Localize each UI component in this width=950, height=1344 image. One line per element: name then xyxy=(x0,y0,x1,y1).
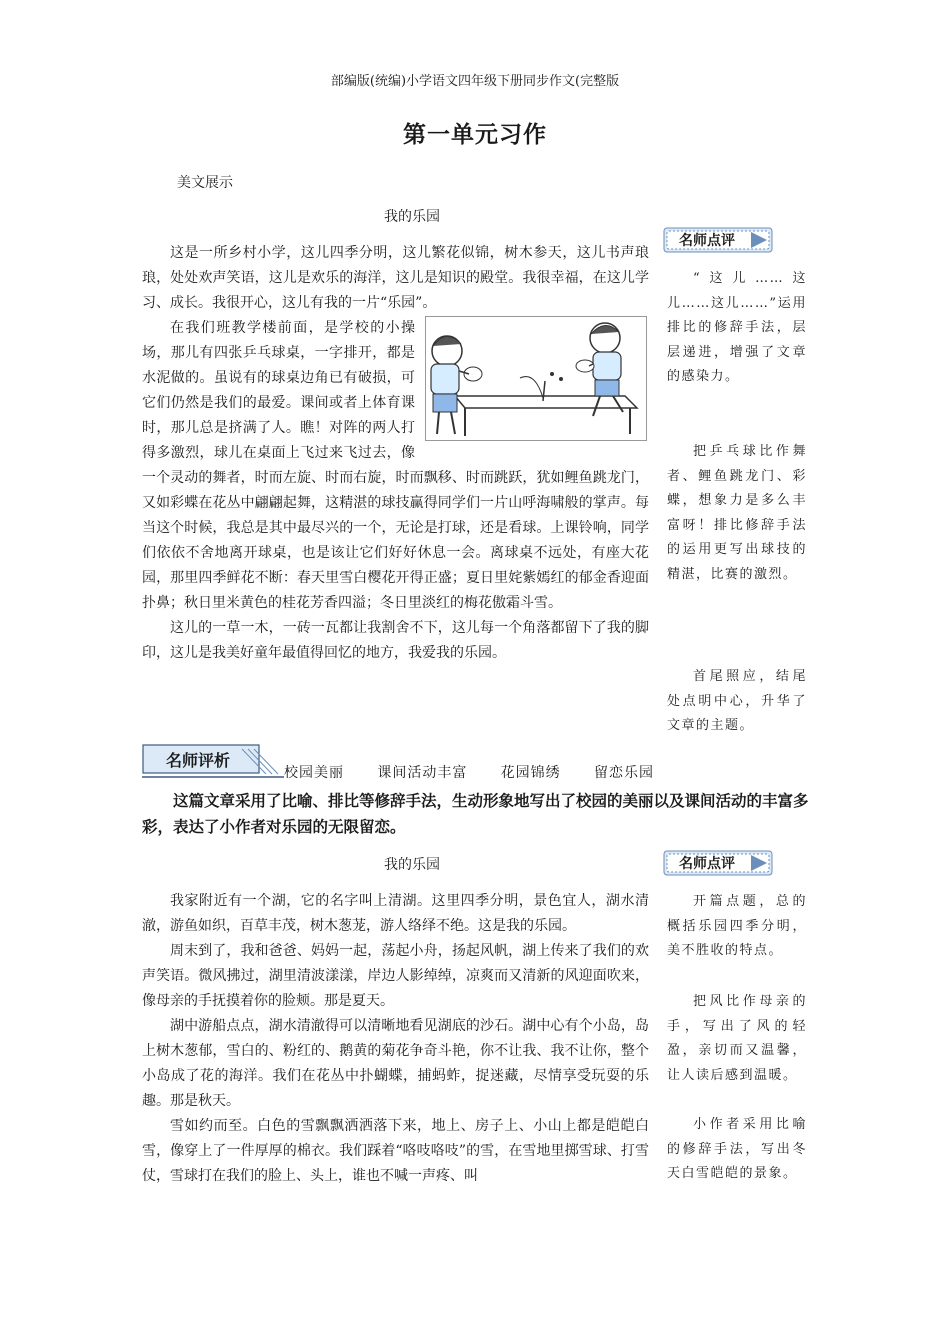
teacher-comment-badge xyxy=(663,227,773,253)
remark-text: 开篇点题，总的概括乐园四季分明，美不胜收的特点。 xyxy=(667,894,807,958)
analysis-summary xyxy=(142,788,822,840)
essay-2-paragraph-4: 雪如约而至。白色的雪飘飘洒洒落下来，地上、房子上、小山上都是皑皑白雪，像穿上了一件厚厚的棉衣。我们踩着“咯吱咯吱”的雪，在雪地里掷雪球、打雪仗，雪球打在我们的脸上、头上，谁也不喊一声疼、叫 xyxy=(142,1118,649,1184)
remark-text: “这儿……这儿……这儿……”运用排比的修辞手法，层层递进，增强了文章的感染力。 xyxy=(667,271,807,384)
essay-1-paragraph-1: 这是一所乡村小学，这儿四季分明，这儿繁花似锦，树木参天，这儿书声琅琅，处处欢声笑语，这儿是欢乐的海洋，这儿是知识的殿堂。我很幸福，在这儿学习、成长。我很开心，这儿有我的一片“乐园”。 xyxy=(142,245,649,311)
essay-2-body xyxy=(142,889,649,1189)
essay-2-remark-3 xyxy=(667,1113,807,1187)
essay-2-title: 我的乐园 xyxy=(384,857,440,873)
section-label: 美文展示 xyxy=(177,175,233,191)
badge-label: 名师点评 xyxy=(679,233,735,249)
essay-1-paragraph-3: 这儿的一草一木，一砖一瓦都让我割舍不下，这儿每一个角落都留下了我的脚印，这儿是我美好童年最值得回忆的地方，我爱我的乐园。 xyxy=(142,620,649,661)
essay-1-remark-1 xyxy=(667,267,807,390)
document-header: 部编版(统编)小学语文四年级下册同步作文(完整版 xyxy=(330,74,620,89)
remark-text: 把乒乓球比作舞者、鲤鱼跳龙门、彩蝶，想象力是多么丰富呀！排比修辞手法的运用更写出球技的精湛，比赛的激烈。 xyxy=(667,444,807,582)
keyword: 留恋乐园 xyxy=(593,765,654,781)
essay-2-remark-1 xyxy=(667,890,807,964)
remark-text: 把风比作母亲的手，写出了风的轻盈，亲切而又温馨，让人读后感到温暖。 xyxy=(667,994,807,1083)
essay-1-title: 我的乐园 xyxy=(384,209,440,225)
remark-text: 首尾照应，结尾处点明中心，升华了文章的主题。 xyxy=(667,669,807,733)
essay-1-paragraph-2: 在我们班教学楼前面，是学校的小操场，那儿有四张乒乓球桌，一字排开，都是水泥做的。虽说有的球桌边角已有破损，可它们仍然是我们的最爱。课间或者上体育课时，那儿总是挤满了人。瞧！对阵的两人打得多激烈，球儿在桌面上飞过来飞过去，像一个灵动的舞者，时而左旋、时而右旋，时而飘移、时而跳跃，犹如鲤鱼跳龙门，又如彩蝶在花丛中翩翩起舞，这精湛的球技赢得同学们一片山呼海啸般的掌声。每当这个时候，我总是其中最尽兴的一个，无论是打球，还是看球。上课铃响，同学们依依不舍地离开球桌，也是该让它们好好休息一会。离球桌不远处，有座大花园，那里四季鲜花不断：春天里雪白樱花开得正盛；夏日里姹紫嫣红的郁金香迎面扑鼻；秋日里米黄色的桂花芳香四溢；冬日里淡红的梅花傲霜斗雪。 xyxy=(142,320,649,611)
essay-1-paragraph-2-wrap xyxy=(142,316,649,616)
essay-2-paragraph-2: 周末到了，我和爸爸、妈妈一起，荡起小舟，扬起风帆，湖上传来了我们的欢声笑语。微风拂过，湖里清波漾漾，岸边人影绰绰，凉爽而又清新的风迎面吹来，像母亲的手抚摸着你的脸颊。那是夏天。 xyxy=(142,943,649,1009)
keyword: 校园美丽 xyxy=(284,765,344,781)
essay-2-paragraph-3: 湖中游船点点，湖水清澈得可以清晰地看见湖底的沙石。湖中心有个小岛，岛上树木葱郁，雪白的、粉红的、鹅黄的菊花争奇斗艳，你不让我、我不让你，整个小岛成了花的海洋。我们在花丛中扑蝴蝶，捕蚂蚱，捉迷藏，尽情享受玩耍的乐趣。那是秋天。 xyxy=(142,1018,649,1109)
badge-label: 名师点评 xyxy=(679,856,735,872)
essay-2-remark-2 xyxy=(667,990,807,1088)
essay-1-remark-3 xyxy=(667,665,807,739)
keyword: 课间活动丰富 xyxy=(377,765,468,781)
essay-1-remark-2 xyxy=(667,440,807,587)
analysis-keywords xyxy=(284,762,654,782)
teacher-comment-badge xyxy=(663,850,773,876)
essay-2-paragraph-1: 我家附近有一个湖，它的名字叫上清湖。这里四季分明，景色宜人，湖水清澈，游鱼如织，百草丰茂，树木葱茏，游人络绎不绝。这是我的乐园。 xyxy=(142,893,649,934)
keyword: 花园锦绣 xyxy=(500,765,561,781)
remark-text: 小作者采用比喻的修辞手法，写出冬天白雪皑皑的景象。 xyxy=(667,1117,807,1181)
teacher-analysis-badge xyxy=(142,744,284,778)
page-title: 第一单元习作 xyxy=(403,122,547,148)
essay-1-body xyxy=(142,241,649,666)
analysis-badge-label: 名师评析 xyxy=(165,751,231,770)
analysis-text: 这篇文章采用了比喻、排比等修辞手法，生动形象地写出了校园的美丽以及课间活动的丰富多彩，表达了小作者对乐园的无限留恋。 xyxy=(142,792,809,836)
ping-pong-illustration xyxy=(425,316,647,441)
